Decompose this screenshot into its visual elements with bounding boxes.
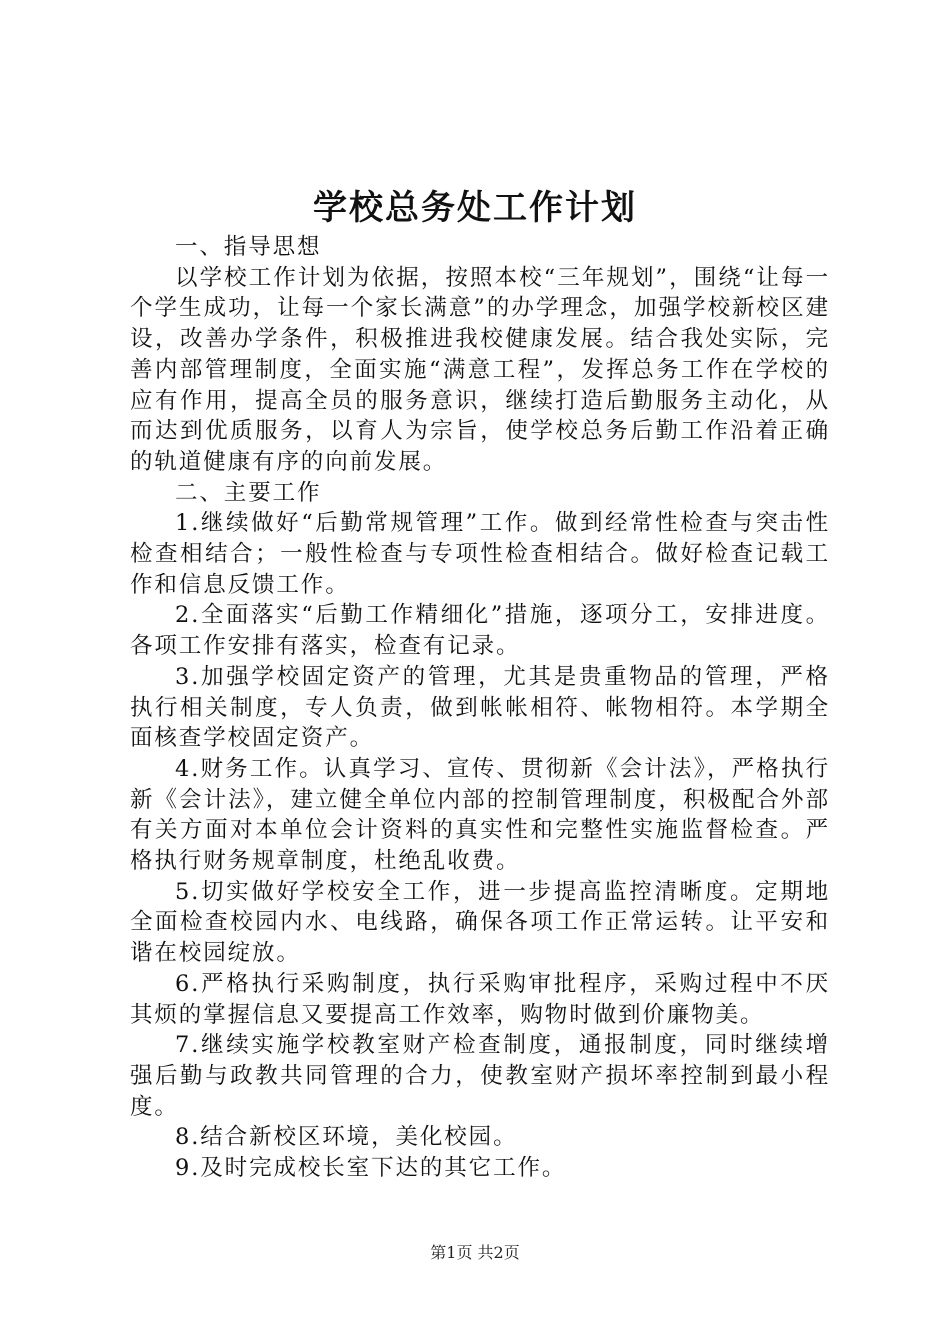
work-item-9: 9.及时完成校长室下达的其它工作。 — [175, 1155, 567, 1182]
work-item-7: 7.继续实施学校教室财产检查制度，通报制度，同时继续增强后勤与政教共同管理的合力，使教室财产损坏率控制到最小程度。 — [130, 1032, 830, 1120]
paragraph-guiding-ideology: 以学校工作计划为依据，按照本校“三年规划”，围绕“让每一个学生成功，让每一个家长满意”的办学理念，加强学校新校区建设，改善办学条件，积极推进我校健康发展。结合我处实际，完善内部管理制度，全面实施“满意工程”，发挥总务工作在学校的应有作用，提高全员的服务意识，继续打造后勤服务主动化，从而达到优质服务，以育人为宗旨，使学校总务后勤工作沿着正确的轨道健康有序的向前发展。 — [130, 264, 830, 475]
work-item-3: 3.加强学校固定资产的管理，尤其是贵重物品的管理，严格执行相关制度，专人负责，做到帐帐相符、帐物相符。本学期全面核查学校固定资产。 — [130, 663, 830, 752]
work-item-2: 2.全面落实“后勤工作精细化”措施，逐项分工，安排进度。各项工作安排有落实，检查有记录。 — [130, 602, 830, 660]
page-number-footer: 第1页 共2页 — [430, 1243, 520, 1262]
work-item-8: 8.结合新校区环境，美化校园。 — [175, 1124, 518, 1151]
work-item-6: 6.严格执行采购制度，执行采购审批程序，采购过程中不厌其烦的掌握信息又要提高工作效率，购物时做到价廉物美。 — [130, 970, 830, 1028]
work-item-1: 1.继续做好“后勤常规管理”工作。做到经常性检查与突击性检查相结合；一般性检查与专项性检查相结合。做好检查记载工作和信息反馈工作。 — [130, 510, 830, 598]
work-item-4: 4.财务工作。认真学习、宣传、贯彻新《会计法》，严格执行新《会计法》，建立健全单位内部的控制管理制度，积极配合外部有关方面对本单位会计资料的真实性和完整性实施监督检查。严格执行财务规章制度，杜绝乱收费。 — [130, 755, 830, 875]
section-heading-main-work: 二、主要工作 — [175, 479, 322, 506]
work-item-5: 5.切实做好学校安全工作，进一步提高监控清晰度。定期地全面检查校园内水、电线路，确保各项工作正常运转。让平安和谐在校园绽放。 — [130, 878, 830, 967]
document-body — [130, 232, 830, 1184]
section-heading-guiding-ideology: 一、指导思想 — [175, 234, 322, 260]
document-title: 学校总务处工作计划 — [313, 188, 637, 228]
